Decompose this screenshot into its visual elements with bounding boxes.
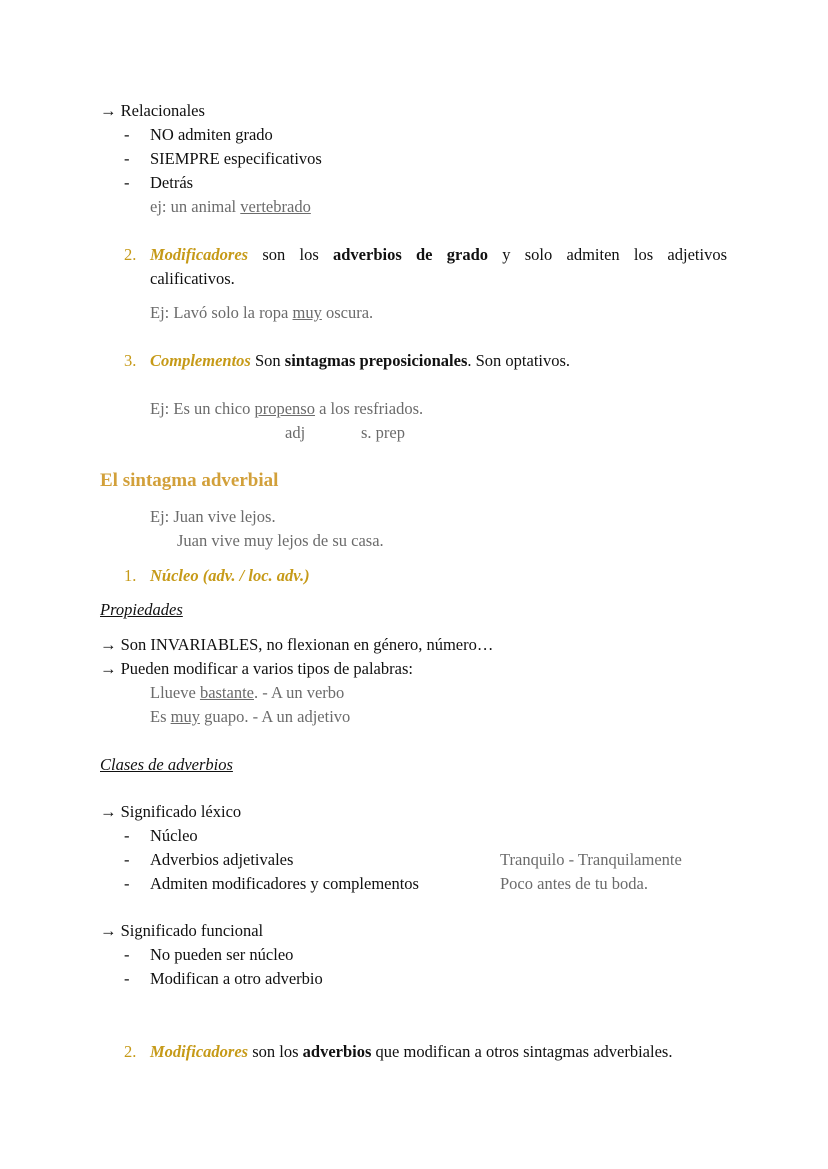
- bullet-dash: -: [124, 850, 130, 869]
- example-underlined-word: propenso: [254, 399, 315, 418]
- bullet-dash: -: [124, 125, 130, 144]
- list-number: 2.: [124, 245, 137, 264]
- paragraph-text: son los: [248, 1042, 303, 1061]
- list-number: 3.: [124, 351, 137, 370]
- list-item: Adverbios adjetivales: [150, 850, 294, 869]
- modificadores-paragraph: [150, 244, 727, 266]
- list-item: Detrás: [150, 173, 194, 192]
- example-text: Ej: Es un chico: [150, 399, 255, 418]
- example-text: . - A un verbo: [254, 683, 345, 702]
- label-prep: s. prep: [361, 423, 405, 442]
- lexico-heading: → Significado léxico: [100, 802, 242, 821]
- complementos-paragraph: [150, 350, 570, 372]
- example-line: Poco antes de tu boda.: [500, 874, 649, 893]
- list-item: SIEMPRE especificativos: [150, 149, 322, 168]
- example-line: [150, 706, 350, 728]
- modificadores-adverbial-paragraph: [150, 1041, 672, 1063]
- paragraph-text: que modifican a otros sintagmas adverbiales.: [371, 1042, 673, 1061]
- example-underlined-word: muy: [292, 303, 322, 322]
- funcional-heading: → Significado funcional: [100, 921, 264, 940]
- list-item: Admiten modificadores y complementos: [150, 874, 419, 893]
- propiedades-title: Propiedades: [100, 600, 183, 619]
- example-text: ej: un animal: [150, 197, 241, 216]
- example-underlined-word: vertebrado: [240, 197, 311, 216]
- clases-title: Clases de adverbios: [100, 755, 233, 774]
- example-line: Juan vive muy lejos de su casa.: [177, 531, 384, 550]
- modificadores-title: Modificadores: [150, 245, 249, 264]
- property-line: → Son INVARIABLES, no flexionan en género, número…: [100, 635, 494, 654]
- modificadores-title: Modificadores: [150, 1042, 249, 1061]
- bullet-dash: -: [124, 945, 130, 964]
- example-line: [150, 682, 344, 704]
- bold-term: adverbios: [302, 1042, 372, 1061]
- list-number: 1.: [124, 566, 137, 585]
- list-item: Modifican a otro adverbio: [150, 969, 323, 988]
- bold-term: sintagmas preposicionales: [284, 351, 468, 370]
- section-heading: El sintagma adverbial: [100, 470, 279, 491]
- example-text: Es: [150, 707, 171, 726]
- example-text: guapo. - A un adjetivo: [199, 707, 351, 726]
- paragraph-continuation: calificativos.: [150, 269, 235, 288]
- example-line: Ej: Juan vive lejos.: [150, 507, 276, 526]
- complementos-title: Complementos: [150, 351, 251, 370]
- example-underlined-word: muy: [170, 707, 200, 726]
- property-line: → Pueden modificar a varios tipos de palabras:: [100, 659, 413, 678]
- paragraph-text: . Son optativos.: [467, 351, 571, 370]
- label-adj: adj: [285, 423, 306, 442]
- bold-term: adverbios de grado: [333, 245, 489, 264]
- paragraph-text: y solo admiten los adjetivos: [488, 245, 727, 264]
- list-number: 2.: [124, 1042, 137, 1061]
- example-text: Llueve: [150, 683, 200, 702]
- bullet-dash: -: [124, 969, 130, 988]
- relacionales-heading: → Relacionales: [100, 101, 205, 120]
- example-underlined-word: bastante: [199, 683, 254, 702]
- example-text: Ej: Lavó solo la ropa: [150, 303, 293, 322]
- bullet-dash: -: [124, 826, 130, 845]
- list-item: No pueden ser núcleo: [150, 945, 294, 964]
- example-line: Tranquilo - Tranquilamente: [500, 850, 682, 869]
- example-line: [150, 302, 373, 324]
- paragraph-text: Son: [250, 351, 285, 370]
- example-line: [150, 398, 423, 420]
- example-text: oscura.: [321, 303, 374, 322]
- bullet-dash: -: [124, 149, 130, 168]
- bullet-dash: -: [124, 874, 130, 893]
- paragraph-text: son los: [248, 245, 333, 264]
- bullet-dash: -: [124, 173, 130, 192]
- example-line: [150, 196, 311, 218]
- nucleo-title: Núcleo (adv. / loc. adv.): [150, 566, 310, 585]
- list-item: Núcleo: [150, 826, 198, 845]
- example-text: a los resfriados.: [314, 399, 424, 418]
- list-item: NO admiten grado: [150, 125, 273, 144]
